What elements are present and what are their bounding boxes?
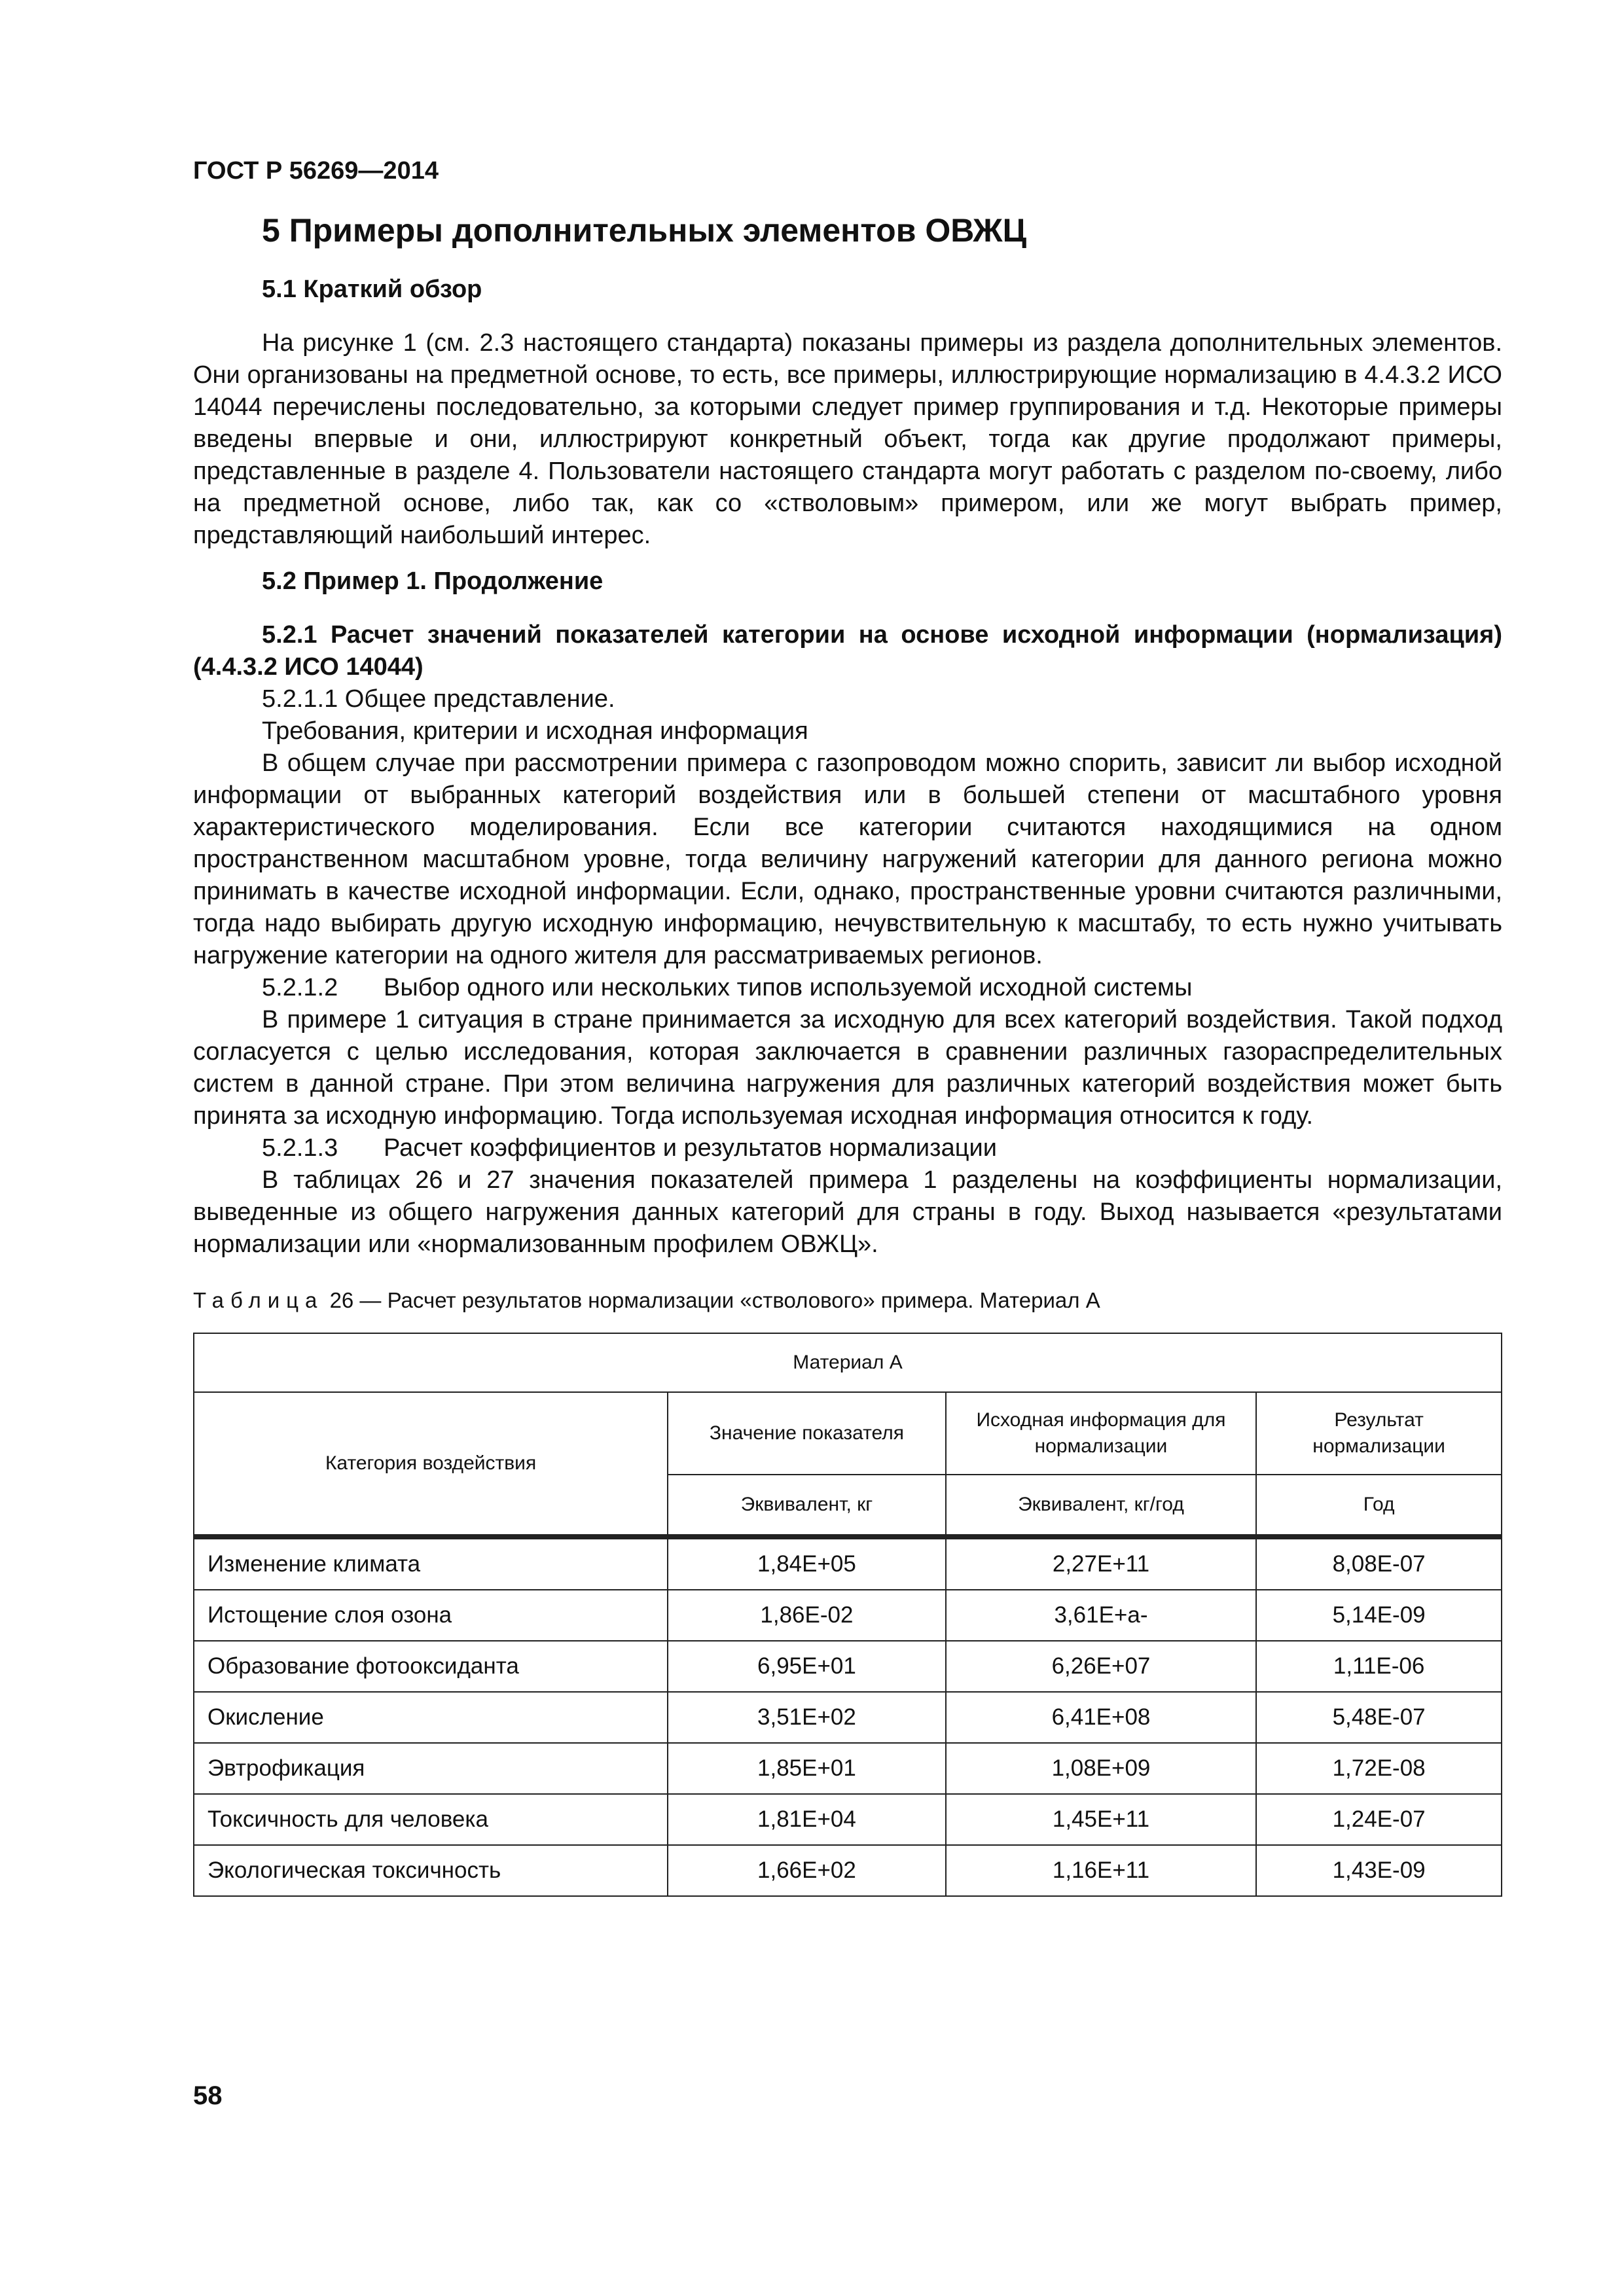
reference-cell: 6,26Е+07	[946, 1641, 1257, 1692]
page-number: 58	[193, 2081, 223, 2110]
caption-word: Таблица	[193, 1288, 324, 1312]
table-row	[194, 1692, 1502, 1743]
category-cell: Изменение климата	[194, 1537, 668, 1590]
result-cell: 5,48Е-07	[1256, 1692, 1502, 1743]
section-title: 5 Примеры дополнительных элементов ОВЖЦ	[262, 212, 1027, 249]
table-row	[194, 1794, 1502, 1845]
clause-5-2-1-2	[193, 972, 1502, 1004]
result-cell: 1,24Е-07	[1256, 1794, 1502, 1845]
requirements-heading: Требования, критерии и исходная информация	[262, 717, 808, 745]
category-cell: Окисление	[194, 1692, 668, 1743]
clause-text: Расчет коэффициентов и результатов нормализации	[384, 1134, 997, 1162]
paragraph-tables: В таблицах 26 и 27 значения показателей примера 1 разделены на коэффициенты нормализации, выведенные из общего нагружения данных категорий для страны в году. Выход называется «результатами нормализации или «нормализованным профилем ОВЖЦ».	[193, 1166, 1502, 1258]
table-row	[194, 1537, 1502, 1590]
category-cell: Образование фотооксиданта	[194, 1641, 668, 1692]
table-caption	[193, 1288, 1502, 1313]
value-cell: 1,81Е+04	[668, 1794, 946, 1845]
table-row	[194, 1743, 1502, 1794]
table-row	[194, 1641, 1502, 1692]
result-header: Результат нормализации	[1256, 1392, 1502, 1475]
table-row	[194, 1590, 1502, 1641]
value-cell: 1,85Е+01	[668, 1743, 946, 1794]
reference-cell: 1,45Е+11	[946, 1794, 1257, 1845]
reference-header: Исходная информация для нормализации	[946, 1392, 1257, 1475]
value-header: Значение показателя	[668, 1392, 946, 1475]
category-header: Категория воздействия	[194, 1392, 668, 1537]
value-cell: 1,66Е+02	[668, 1845, 946, 1896]
reference-cell: 3,61Е+а-	[946, 1590, 1257, 1641]
category-cell: Экологическая токсичность	[194, 1845, 668, 1896]
clause-5-2-1-3	[193, 1132, 1502, 1164]
reference-unit: Эквивалент, кг/год	[946, 1475, 1257, 1537]
subsection-5-1-title: 5.1 Краткий обзор	[262, 276, 482, 303]
clause-number: 5.2.1.3	[262, 1134, 338, 1162]
document-code: ГОСТ Р 56269—2014	[193, 157, 439, 185]
clause-text: Выбор одного или нескольких типов используемой исходной системы	[384, 974, 1193, 1001]
result-cell: 1,43Е-09	[1256, 1845, 1502, 1896]
value-unit: Эквивалент, кг	[668, 1475, 946, 1537]
category-cell: Токсичность для человека	[194, 1794, 668, 1845]
caption-text: 26 — Расчет результатов нормализации «стволового» примера. Материал А	[329, 1288, 1100, 1312]
reference-cell: 6,41Е+08	[946, 1692, 1257, 1743]
value-cell: 1,86Е-02	[668, 1590, 946, 1641]
paragraph-example-1: В примере 1 ситуация в стране принимается за исходную для всех категорий воздействия. Такой подход согласуется с целью исследования, которая заключается в сравнении различных газораспределительных систем в данной стране. При этом величина нагружения для различных категорий воздействия может быть принята за исходную информацию. Тогда используемая исходная информация относится к году.	[193, 1006, 1502, 1130]
subsection-5-2-1-title: 5.2.1 Расчет значений показателей категории на основе исходной информации (нормализация) (4.4.3.2 ИСО 14044)	[193, 621, 1502, 681]
clause-5-2-1-1: 5.2.1.1 Общее представление.	[262, 685, 615, 713]
result-cell: 8,08Е-07	[1256, 1537, 1502, 1590]
reference-cell: 2,27Е+11	[946, 1537, 1257, 1590]
category-cell: Эвтрофикация	[194, 1743, 668, 1794]
result-unit: Год	[1256, 1475, 1502, 1537]
result-cell: 1,72Е-08	[1256, 1743, 1502, 1794]
subsection-5-2-title: 5.2 Пример 1. Продолжение	[262, 567, 604, 595]
clause-number: 5.2.1.2	[262, 974, 338, 1001]
category-cell: Истощение слоя озона	[194, 1590, 668, 1641]
page-content	[193, 157, 1502, 1897]
material-header: Материал А	[194, 1333, 1502, 1392]
reference-cell: 1,08Е+09	[946, 1743, 1257, 1794]
normalization-table	[193, 1333, 1502, 1897]
value-cell: 1,84Е+05	[668, 1537, 946, 1590]
table-row	[194, 1845, 1502, 1896]
paragraph-reference-choice: В общем случае при рассмотрении примера с газопроводом можно спорить, зависит ли выбор исходной информации от выбранных категорий воздействия или в большей степени от масштабного уровня характеристического моделирования. Если все категории считаются находящимися на одном пространственном масштабном уровне, тогда величину нагружений категории для данного региона можно принимать в качестве исходной информации. Если, однако, пространственные уровни считаются различными, тогда надо выбирать другую исходную информацию, нечувствительную к масштабу, то есть нужно учитывать нагружение категории на одного жителя для рассматриваемых регионов.	[193, 749, 1502, 969]
value-cell: 6,95Е+01	[668, 1641, 946, 1692]
subsection-5-1-text: На рисунке 1 (см. 2.3 настоящего стандарта) показаны примеры из раздела дополнительных элементов. Они организованы на предметной основе, то есть, все примеры, иллюстрирующие нормализацию в 4.4.3.2 ИСО 14044 перечислены последовательно, за которыми следует пример группирования и т.д. Некоторые примеры введены впервые и они, иллюстрируют конкретный объект, тогда как другие продолжают примеры, представленные в разделе 4. Пользователи настоящего стандарта могут работать с разделом по-своему, либо на предметной основе, либо так, как со «стволовым» примером, или же могут выбрать пример, представляющий наибольший интерес.	[193, 329, 1502, 549]
result-cell: 1,11Е-06	[1256, 1641, 1502, 1692]
result-cell: 5,14Е-09	[1256, 1590, 1502, 1641]
value-cell: 3,51Е+02	[668, 1692, 946, 1743]
reference-cell: 1,16Е+11	[946, 1845, 1257, 1896]
